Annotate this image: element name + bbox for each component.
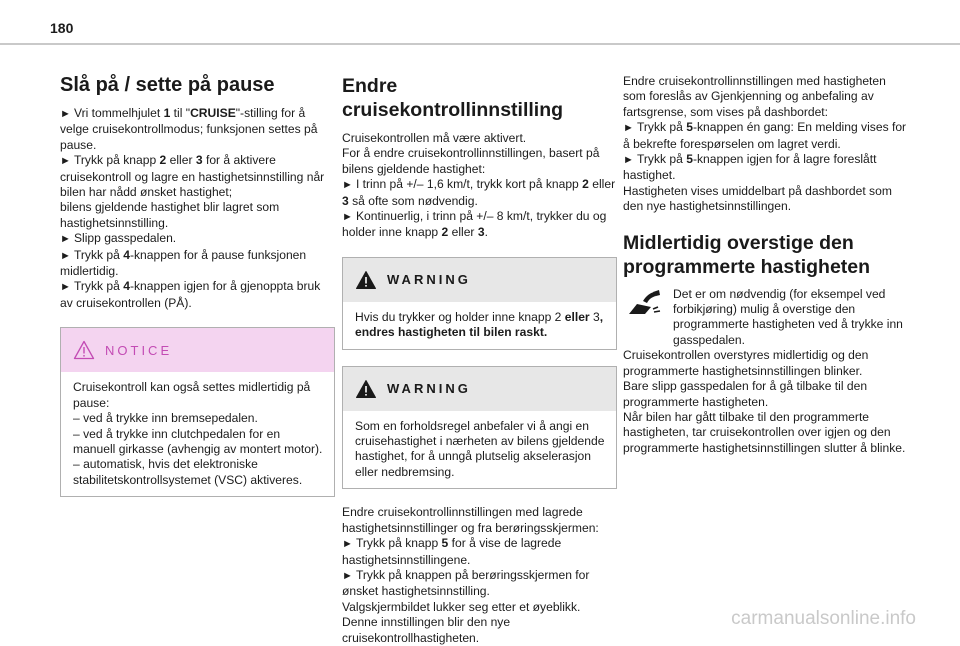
warning-box-2 — [342, 366, 617, 490]
text-run: -knappen for å pause funksjonen midlertidig. — [60, 247, 307, 279]
accelerator-note — [623, 287, 908, 349]
text-run: Hvis du trykker og holder inne knapp — [355, 309, 555, 324]
text-run: Slipp gasspedalen. — [73, 231, 177, 246]
text-run: 5 — [686, 152, 693, 167]
section-title-switch-on-pause: Slå på / sette på pause — [60, 74, 275, 96]
arrow-bullet: ► — [60, 249, 74, 262]
accelerator-note-text: Det er om nødvendig (for eksempel ved forbikjøring) mulig å overstige den programmerte hastigheten ved å trykke inn gasspedalen. — [673, 286, 903, 347]
paragraph — [623, 120, 908, 152]
text-run: Trykk på — [636, 120, 687, 135]
text-run: eller — [166, 153, 196, 168]
notice-triangle-icon — [73, 340, 95, 360]
warning-triangle-icon — [355, 379, 377, 399]
text-run: "-stilling for å velge cruisekontrollmodus; funksjonen settes på pause. — [60, 106, 318, 152]
text-run: eller — [448, 225, 478, 240]
arrow-bullet: ► — [342, 538, 356, 551]
paragraph: Cruisekontroll kan også settes midlertidig på pause: — [73, 380, 311, 410]
text-run: Kontinuerlig, i trinn på +/– 8 km/t, trykker du og holder inne knapp — [342, 209, 607, 240]
notice-label: NOTICE — [105, 342, 173, 358]
text-run: 2 — [159, 153, 167, 168]
section-title-exceed-speed: Midlertidig overstige den programmerte hastigheten — [623, 231, 871, 278]
paragraph — [342, 536, 617, 568]
text-run: Vri tommelhjulet — [73, 106, 164, 120]
warning-header-1 — [343, 258, 616, 302]
text-run: 3 — [477, 225, 485, 240]
paragraph — [623, 152, 908, 184]
paragraph — [355, 310, 606, 341]
text-run: Trykk på — [636, 152, 687, 167]
text-run: 2 — [441, 225, 449, 240]
accelerator-pedal-icon — [623, 287, 667, 317]
paragraph: Når bilen har gått tilbake til den programmerte hastigheten, tar cruisekontrollen over igjen og den programmerte hastighetsinnstillingen slutter å blinke. — [623, 409, 906, 455]
header-rule — [0, 43, 960, 45]
warning-triangle-icon — [355, 270, 377, 290]
text-run: for å aktivere cruisekontroll og lagre en hastighetsinnstilling når bilen har nådd ønsket hastighet; — [60, 153, 325, 200]
paragraph — [342, 209, 617, 241]
notice-box — [60, 327, 335, 497]
paragraph: – ved å trykke inn clutchpedalen for en manuell girkasse (avhengig av montert motor). — [73, 426, 323, 456]
paragraph — [60, 279, 335, 311]
col2-after-text — [342, 505, 617, 646]
text-run: så ofte som nødvendig. — [348, 193, 478, 208]
warning-label-2: WARNING — [387, 380, 471, 396]
text-run: 2 — [582, 177, 589, 192]
paragraph — [60, 153, 335, 200]
text-run: -knappen én gang: En melding vises for å bekrefte forespørselen om lagret verdi. — [623, 120, 907, 151]
text-run: Trykk på — [73, 279, 124, 294]
col3-text-2 — [623, 348, 908, 456]
paragraph: – ved å trykke inn bremsepedalen. — [73, 411, 258, 426]
paragraph — [342, 131, 617, 146]
text-run: For å endre cruisekontrollinnstillingen, basert på bilens gjeldende hastighet: — [342, 146, 600, 176]
paragraph — [342, 568, 617, 600]
arrow-bullet: ► — [342, 179, 356, 192]
text-run: -knappen igjen for å lagre foreslått hastighet. — [623, 152, 877, 183]
text-run: Trykk på knappen på berøringsskjermen for ønsket hastighetsinnstilling. — [342, 567, 590, 599]
arrow-bullet: ► — [60, 233, 74, 246]
warning-box-1 — [342, 257, 617, 350]
col2-text — [342, 131, 617, 241]
arrow-bullet: ► — [60, 155, 74, 168]
arrow-bullet: ► — [342, 211, 356, 224]
text-run: Cruisekontrollen må være aktivert. — [342, 131, 527, 145]
paragraph — [60, 248, 335, 280]
text-run: . — [484, 225, 488, 240]
page-number: 180 — [50, 20, 74, 36]
notice-body — [61, 372, 334, 496]
text-run: , endres hastigheten til bilen raskt. — [355, 309, 604, 340]
text-run: Hastigheten vises umiddelbart på dashbordet som den nye hastighetsinnstillingen. — [623, 183, 892, 214]
text-run: 5 — [686, 120, 693, 135]
text-run: til " — [170, 106, 191, 120]
paragraph — [623, 74, 908, 120]
text-run: bilens gjeldende hastighet blir lagret som hastighetsinnstilling. — [60, 200, 280, 230]
paragraph — [60, 106, 335, 153]
text-run: Endre cruisekontrollinnstillingen med lagrede hastighetsinnstillinger og fra berøringsskjermen: — [342, 505, 599, 535]
warning-body-1 — [343, 302, 616, 349]
paragraph: Cruisekontrollen overstyres midlertidig og den programmerte hastighetsinnstillingen blinker. — [623, 348, 869, 378]
paragraph: – automatisk, hvis det elektroniske stabilitetskontrollsystemet (VSC) aktiveres. — [73, 457, 303, 487]
col1-text — [60, 106, 335, 311]
col3-text — [623, 74, 908, 215]
text-run: Endre cruisekontrollinnstillingen med hastigheten som foreslås av Gjenkjenning og anbefaling av fartsgrense, som vises på dashbordet: — [623, 74, 886, 119]
text-run: 3 — [195, 153, 203, 168]
text-run: eller — [588, 177, 616, 192]
column-3 — [623, 74, 908, 456]
text-run: CRUISE — [190, 106, 236, 120]
arrow-bullet: ► — [342, 569, 356, 582]
text-run: 2 — [554, 309, 562, 324]
text-run: 4 — [123, 279, 130, 294]
text-run: I trinn på +/– 1,6 km/t, trykk kort på knapp — [355, 177, 583, 192]
arrow-bullet: ► — [623, 122, 637, 135]
arrow-bullet: ► — [623, 154, 637, 167]
text-run: Trykk på knapp — [355, 536, 442, 551]
column-1 — [60, 74, 335, 497]
paragraph — [342, 615, 617, 646]
paragraph — [355, 419, 606, 481]
watermark: carmanualsonline.info — [731, 608, 916, 629]
text-run: Denne innstillingen blir den nye cruisekontrollhastigheten. — [342, 615, 511, 645]
paragraph — [60, 200, 335, 231]
text-run: for å vise de lagrede hastighetsinnstillingene. — [342, 536, 562, 567]
text-run: Trykk på knapp — [73, 153, 160, 168]
paragraph — [342, 177, 617, 209]
text-run: 3 — [593, 309, 600, 324]
text-run: Valgskjermbildet lukker seg etter et øyeblikk. — [342, 599, 581, 614]
text-run: 3 — [342, 193, 349, 208]
paragraph — [623, 184, 908, 215]
column-2 — [342, 74, 617, 646]
arrow-bullet: ► — [60, 108, 74, 120]
text-run: -knappen igjen for å gjenoppta bruk av cruisekontrollen (PÅ). — [60, 279, 321, 310]
arrow-bullet: ► — [60, 281, 74, 294]
text-run: Trykk på — [73, 247, 124, 262]
paragraph — [60, 231, 335, 247]
text-run: Som en forholdsregel anbefaler vi å angi en cruisehastighet i nærheten av bilens gjeldende hastighet, for å unngå plutselig akselerasjon eller nedbremsing. — [355, 418, 605, 479]
text-run: 5 — [441, 536, 449, 551]
warning-header-2 — [343, 367, 616, 411]
paragraph — [342, 146, 617, 177]
section-title-change-setting: Endre cruisekontrollinnstilling — [342, 75, 564, 121]
paragraph — [342, 505, 617, 536]
notice-header — [61, 328, 334, 372]
warning-body-2 — [343, 411, 616, 489]
warning-label-1: WARNING — [387, 272, 471, 288]
paragraph: Bare slipp gasspedalen for å gå tilbake til den programmerte hastigheten. — [623, 379, 868, 409]
paragraph — [342, 600, 617, 615]
text-run: 4 — [123, 247, 130, 262]
text-run: eller — [561, 309, 593, 324]
text-run: 1 — [163, 106, 171, 120]
